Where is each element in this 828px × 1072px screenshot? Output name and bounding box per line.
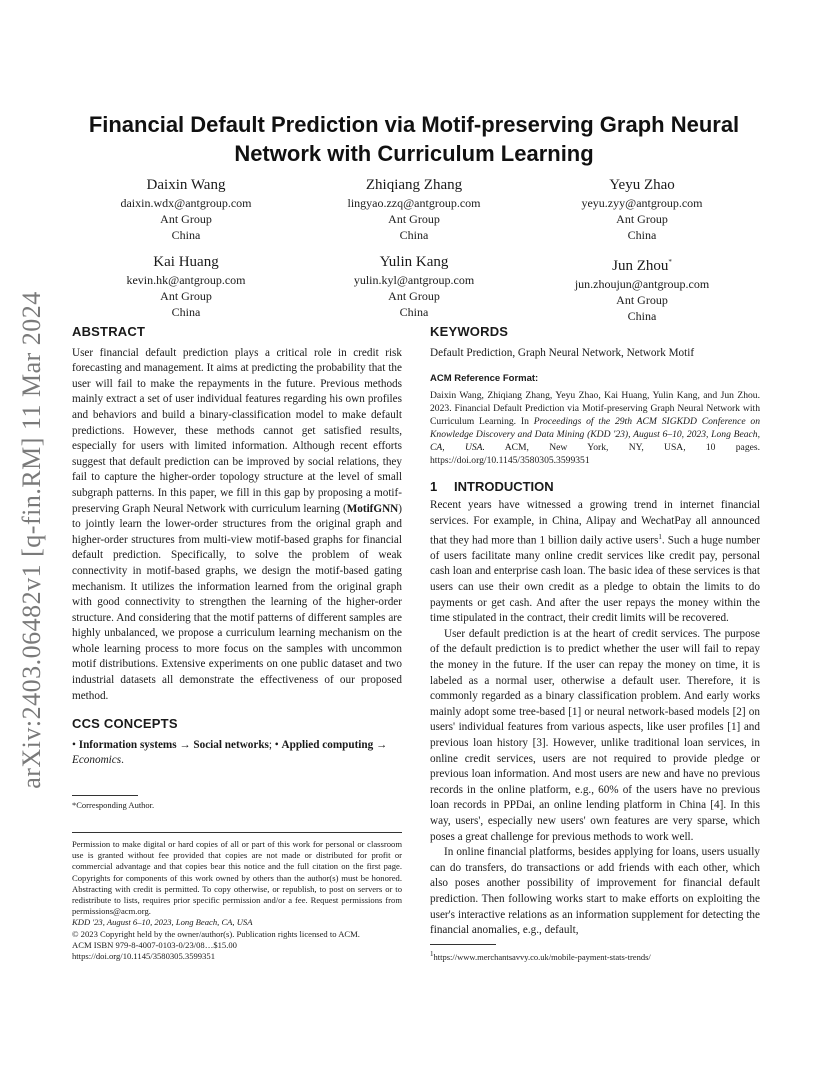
- author-name-text: Jun Zhou: [612, 258, 669, 274]
- author-email: yulin.kyl@antgroup.com: [353, 273, 475, 287]
- author-email: lingyao.zzq@antgroup.com: [347, 196, 481, 210]
- footnote-mark[interactable]: 1: [658, 532, 662, 541]
- isbn-line: ACM ISBN 979-8-4007-0103-0/23/08…$15.00: [72, 939, 237, 950]
- right-column: [430, 324, 760, 939]
- author-row-2: [72, 253, 756, 324]
- abstract-text-2: ) to jointly learn the lower-order structures from the original graph and higher-order structures from multi-view motif-based graphs for financial default prediction. Specifically, to solve the problem of weak connectivity in motif-based graphs, we design the motif-based gating mechanism. It utilizes the information learned from the original graph with good connectivity to strengthen the learning of the higher-order structure. And considering that the motif patterns of different samples are highly unbalanced, we propose a curriculum learning mechanism on the whole learning process to more focus on the samples with uncommon motif distributions. Extensive experiments on one public dataset and two industrial datasets all demonstrate the effectiveness of our proposed method.: [72, 502, 402, 702]
- intro-paragraph-2: User default prediction is at the heart of credit services. The purpose of the default prediction is to predict whether the user will fail to repay the money in the future. If the user can repay the money on time, it is labeled as a normal user, otherwise a default user. Therefore, it is commonly regarded as a binary classification problem. And early works mainly adopt some tree-based [1] or neural network-based models [2] on users' individual features from various aspects, like user profiles [1] and previous loan history [3]. However, unlike traditional loan services, in online credit services, users are not required to provide pledge or previous loan information. And most users are new and have no previous records in the online platform, e.g., 60% of the users have no previous loan records in PPDai, an online lending platform in China [4]. In this way, users', especially new users' own features are very sparse, which poses a great challenge for previous methods to work well.: [430, 627, 760, 843]
- left-column: [72, 324, 402, 811]
- footnote-rule: [72, 795, 138, 796]
- author-country: China: [171, 305, 201, 319]
- author-name: Daixin Wang: [146, 177, 226, 193]
- corresponding-author-note: *Corresponding Author.: [72, 800, 155, 811]
- author-country: China: [399, 305, 429, 319]
- author-block: [300, 253, 528, 324]
- ccs-end: .: [121, 754, 124, 767]
- venue-line: KDD '23, August 6–10, 2023, Long Beach, CA, USA: [72, 917, 253, 928]
- footnote-rule: [430, 944, 496, 945]
- author-name: Yeyu Zhao: [609, 177, 675, 193]
- abstract-text-1: User financial default prediction plays a critical role in credit risk forecasting and management. It aims at predicting the probability that the user will fail to make the repayments in the future. Previous methods mainly extract a set of user individual features regarding his own profiles and behaviors and build a binary-classification model to make default predictions. However, these methods cannot get satisfied results, especially for users with limited information. Although recent efforts suggest that default prediction can be improved by social relations, they fail to capture the higher-order topology structure at the level of small subgraph patterns. In this paper, we fill in this gap by proposing a motif-preserving Graph Neural Network with curriculum learning (: [72, 346, 402, 515]
- arxiv-identifier: arXiv:2403.06482v1 [q-fin.RM] 11 Mar 2024: [17, 291, 46, 789]
- ccs-heading: CCS CONCEPTS: [72, 716, 178, 732]
- paper-title: Financial Default Prediction via Motif-preserving Graph Neural Network with Curriculum Learning: [88, 112, 740, 166]
- abstract-body: [72, 346, 402, 705]
- permission-block: [72, 832, 402, 962]
- keywords-text: Default Prediction, Graph Neural Network, Network Motif: [430, 346, 695, 359]
- section-title: INTRODUCTION: [454, 478, 554, 494]
- author-name: [528, 253, 756, 276]
- copyright-line: © 2023 Copyright held by the owner/author(s). Publication rights licensed to ACM.: [72, 928, 360, 939]
- acm-reference-text: [430, 389, 760, 467]
- ccs-term: Applied computing: [281, 738, 374, 751]
- author-block: [72, 253, 300, 324]
- author-block: [528, 253, 756, 324]
- ccs-arrow: →: [373, 738, 388, 751]
- footnote-url[interactable]: https://www.merchantsavvy.co.uk/mobile-payment-stats-trends/: [433, 951, 651, 962]
- ccs-concepts: [72, 738, 402, 769]
- author-org: Ant Group: [160, 212, 212, 226]
- arxiv-stamp: [12, 240, 52, 840]
- ccs-arrow: →: [176, 738, 194, 751]
- intro-paragraph-1: [430, 498, 760, 626]
- author-country: China: [171, 228, 201, 242]
- ccs-separator: ; •: [268, 738, 282, 751]
- footnote-number: 1: [430, 950, 434, 958]
- ccs-term: Information systems: [78, 738, 177, 751]
- acm-ref-venue: Proceedings of the 29th ACM SIGKDD Conference on Knowledge Discovery and Data Mining (KDD '23), August 6–10, 2023, Long Beach, CA, USA.: [430, 415, 760, 453]
- permission-text: Permission to make digital or hard copies of all or part of this work for personal or classroom use is granted without fee provided that copies are not made or distributed for profit or commercial advantage and that copies bear this notice and the full citation on the first page. Copyrights for components of this work owned by others than the author(s) must be honored. Abstracting with credit is permitted. To copy otherwise, or republish, to post on servers or to redistribute to lists, requires prior specific permission and/or a fee. Request permissions from permissions@acm.org.: [72, 839, 402, 917]
- author-org: Ant Group: [388, 212, 440, 226]
- author-name: Yulin Kang: [379, 254, 449, 270]
- acm-ref-part: ACM, New York, NY, USA, 10 pages. https://doi.org/10.1145/3580305.3599351: [430, 441, 761, 466]
- keywords-heading: KEYWORDS: [430, 324, 509, 339]
- method-name: MotifGNN: [346, 502, 399, 515]
- ccs-bullet: •: [72, 738, 79, 751]
- author-country: China: [399, 228, 429, 242]
- intro-text: . Such a huge number of users facilitate many online credit services like credit pay, personal cash loan and enterprise cash loan. The basic idea of these services is that users can use their own credit as a pledge to obtain the limits to do payments or get cash. And after the user repays the money within the time stipulated in the contract, their credit limits will be recovered.: [430, 534, 760, 625]
- abstract-heading: ABSTRACT: [72, 324, 146, 339]
- author-org: Ant Group: [616, 293, 668, 307]
- author-name: Kai Huang: [153, 254, 219, 270]
- corresponding-mark: *: [668, 258, 672, 266]
- introduction-heading: [430, 479, 760, 495]
- doi-link[interactable]: https://doi.org/10.1145/3580305.3599351: [72, 951, 215, 962]
- section-number: 1: [430, 478, 438, 494]
- acm-reference-heading: ACM Reference Format:: [430, 373, 539, 385]
- intro-paragraph-3: In online financial platforms, besides applying for loans, users usually can do transfers, do transactions or add friends with each other, which also poses another possibility of improvement for financial default prediction. Then following works start to make efforts on exploiting the user's interactive relations as an information supplement for detecting the financial anomalies, e.g., default,: [430, 846, 760, 937]
- author-block: [300, 176, 528, 243]
- author-block: [528, 176, 756, 243]
- author-email: yeyu.zyy@antgroup.com: [581, 196, 703, 210]
- author-org: Ant Group: [160, 289, 212, 303]
- ccs-term: Social networks: [193, 738, 269, 751]
- intro-text: Recent years have witnessed a growing trend in internet financial services. For example, in China, Alipay and WechatPay all announced that they had more than 1 billion daily active users: [430, 499, 760, 547]
- acm-ref-part: Daixin Wang, Zhiqiang Zhang, Yeyu Zhao, Kai Huang, Yulin Kang, and Jun Zhou. 2023. Financial Default Prediction via Motif-preserving Graph Neural Network with Curriculum Learning. In: [430, 389, 760, 427]
- author-block: [72, 176, 300, 243]
- ccs-term: Economics: [72, 754, 122, 767]
- author-country: China: [627, 309, 657, 323]
- right-footnote: [430, 944, 760, 963]
- author-row-1: [72, 176, 756, 243]
- author-org: Ant Group: [388, 289, 440, 303]
- author-email: daixin.wdx@antgroup.com: [120, 196, 252, 210]
- footnote-1: [430, 949, 760, 963]
- author-country: China: [627, 228, 657, 242]
- author-name: Zhiqiang Zhang: [365, 177, 463, 193]
- author-email: jun.zhoujun@antgroup.com: [574, 277, 710, 291]
- author-email: kevin.hk@antgroup.com: [126, 273, 246, 287]
- author-org: Ant Group: [616, 212, 668, 226]
